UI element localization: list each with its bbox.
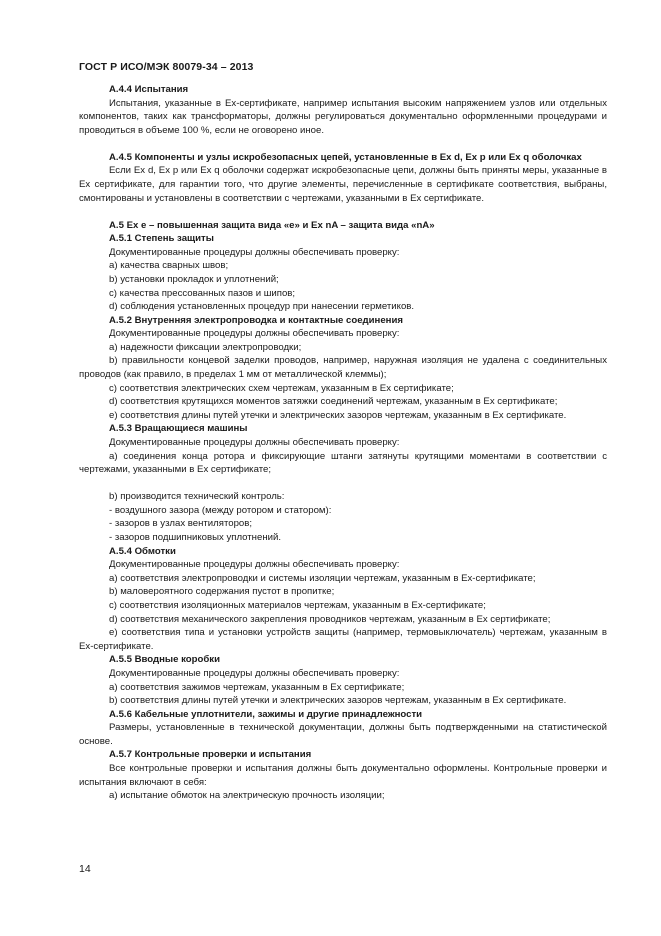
paragraph: a) надежности фиксации электропроводки; xyxy=(109,341,302,353)
paragraph: - зазоров в узлах вентиляторов; xyxy=(109,518,253,530)
paragraph: e) соответствия длины путей утечки и электрических зазоров чертежам, указанным в Ех сертификате. xyxy=(109,409,567,421)
section-heading: А.5.3 Вращающиеся машины xyxy=(109,423,248,435)
paragraph: b) установки прокладок и уплотнений; xyxy=(109,273,279,285)
paragraph: Если Ex d, Ex p или Ex q оболочки содержат искробезопасные цепи, должны быть приняты меры, указанные в Ех сертификате, для гарантии того, что другие элементы, перечисленные в сертификате соответствия, выбраны, смонтированы и установлены в соответствии с чертежами, указанными в Ех сертификате. xyxy=(79,165,607,204)
paragraph: d) соблюдения установленных процедур при нанесении герметиков. xyxy=(109,301,415,313)
spacer xyxy=(79,137,607,150)
paragraph: Все контрольные проверки и испытания должны быть документально оформлены. Контрольные проверки и испытания включают в себя: xyxy=(79,763,607,788)
paragraph: d) соответствия крутящихся моментов затяжки соединений чертежам, указанным в Ех сертификате; xyxy=(109,396,558,408)
paragraph: Документированные процедуры должны обеспечивать проверку: xyxy=(109,559,400,571)
paragraph: Документированные процедуры должны обеспечивать проверку: xyxy=(109,246,400,258)
spacer xyxy=(79,477,607,490)
page-number: 14 xyxy=(79,863,91,875)
paragraph: c) соответствия изоляционных материалов чертежам, указанным в Ех-сертификате; xyxy=(109,599,486,611)
paragraph: a) соответствия зажимов чертежам, указанным в Ех сертификате; xyxy=(109,681,405,693)
paragraph: b) соответствия длины путей утечки и электрических зазоров чертежам, указанным в Ех сертификате. xyxy=(109,695,567,707)
paragraph: - зазоров подшипниковых уплотнений. xyxy=(109,531,281,543)
paragraph: e) соответствия типа и установки устройств защиты (например, термовыключатель) чертежам, указанным в Ех-сертификате. xyxy=(79,627,607,652)
paragraph: b) правильности концевой заделки проводов, например, наружная изоляция не удалена с соединительных проводов (как правило, в пределах 1 мм от металлической клеммы); xyxy=(79,355,607,381)
section-heading: А.5.4 Обмотки xyxy=(109,545,176,557)
spacer xyxy=(79,205,607,218)
paragraph: b) маловероятного содержания пустот в пропитке; xyxy=(109,586,335,598)
paragraph: d) соответствия механического закрепления проводников чертежам, указанным в Ех сертификате; xyxy=(109,613,551,625)
section-heading: А.4.5 Компоненты и узлы искробезопасных цепей, установленные в Ex d, Ex p или Ex q оболочках xyxy=(109,151,582,163)
paragraph: c) качества прессованных пазов и шипов; xyxy=(109,287,296,299)
document-body xyxy=(79,83,607,803)
paragraph: Документированные процедуры должны обеспечивать проверку: xyxy=(109,328,400,340)
section-heading: А.5.7 Контрольные проверки и испытания xyxy=(109,749,312,761)
section-heading: А.5.2 Внутренняя электропроводка и контактные соединения xyxy=(109,314,403,326)
paragraph: Документированные процедуры должны обеспечивать проверку: xyxy=(109,437,400,449)
section-heading: А.4.4 Испытания xyxy=(109,84,189,95)
section-heading: А.5.5 Вводные коробки xyxy=(109,654,220,666)
paragraph: - воздушного зазора (между ротором и статором): xyxy=(109,504,332,516)
paragraph: a) соответствия электропроводки и системы изоляции чертежам, указанным в Ех-сертификате; xyxy=(109,572,536,584)
paragraph: Документированные процедуры должны обеспечивать проверку: xyxy=(109,667,400,679)
section-heading: А.5.1 Степень защиты xyxy=(109,233,214,245)
document-header: ГОСТ Р ИСО/МЭК 80079-34 – 2013 xyxy=(79,61,254,73)
paragraph: a) соединения конца ротора и фиксирующие штанги затянуты крутящими моментами в соответствии с чертежами, указанными в Ех сертификате; xyxy=(79,450,607,476)
paragraph: c) соответствия электрических схем чертежам, указанным в Ех сертификате; xyxy=(109,382,454,394)
paragraph: Испытания, указанные в Ех-сертификате, например испытания высоким напряжением узлов или отдельных компонентов, таких как трансформаторы, должны регулироваться документально оформленными процедурами и проводиться в объеме 100 %, если не оговорено иное. xyxy=(79,97,607,136)
section-heading: А.5 Ex e – повышенная защита вида «e» и Ex nA – защита вида «nA» xyxy=(109,219,435,231)
paragraph: a) испытание обмоток на электрическую прочность изоляции; xyxy=(109,790,385,802)
paragraph: a) качества сварных швов; xyxy=(109,260,229,272)
paragraph: Размеры, установленные в технической документации, должны быть подтвержденными на статистической основе. xyxy=(79,722,607,747)
paragraph: b) производится технический контроль: xyxy=(109,491,285,503)
section-heading: А.5.6 Кабельные уплотнители, зажимы и другие принадлежности xyxy=(109,708,423,720)
